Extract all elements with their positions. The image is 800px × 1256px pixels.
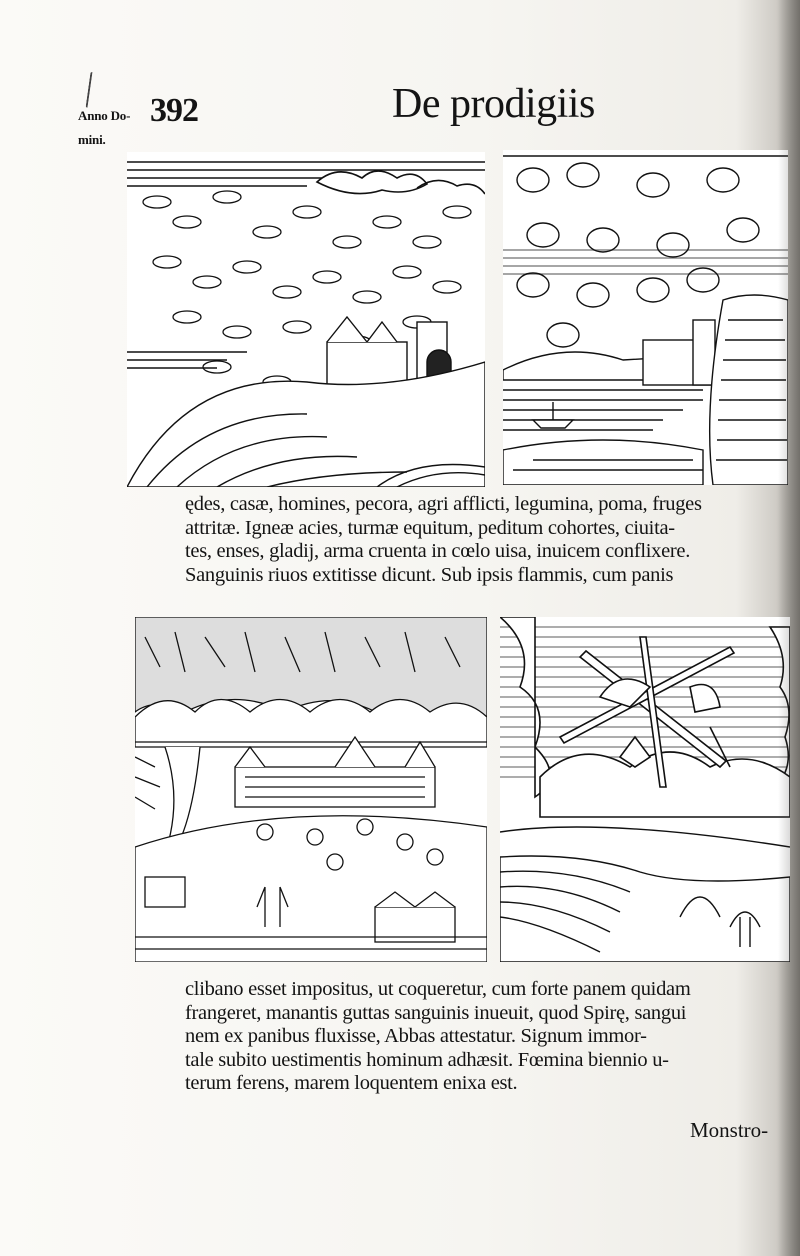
woodcut-locust-swarm-over-town-icon [127, 152, 485, 487]
text-line: attritæ. Igneæ acies, turmæ equitum, peditum cohortes, ciuita- [185, 516, 675, 539]
margin-note-anno-domini [78, 108, 148, 155]
text-line: nem ex panibus fluxisse, Abbas attestatur. Signum immor- [185, 1025, 647, 1047]
text-line: Sanguinis riuos extitisse dicunt. Sub ipsis flammis, cum panis [185, 563, 674, 586]
text-line: clibano esset impositus, ut coqueretur, cum forte panem quidam [185, 978, 691, 1000]
text-line: frangeret, manantis guttas sanguinis inueuit, quod Spirę, sangui [185, 1001, 687, 1024]
text-block-lower [185, 978, 690, 1096]
text-line: terum ferens, marem loquentem enixa est. [185, 1072, 518, 1094]
running-head: De prodigiis [392, 81, 595, 127]
text-line: ędes, casæ, homines, pecora, agri afflicti, legumina, poma, fruges [185, 493, 702, 515]
text-line: tale subito uestimentis hominum adhæsit. Fœmina biennio u- [185, 1048, 669, 1071]
woodcut-battle-in-clouds-icon [135, 617, 487, 962]
page-edge-shadow [778, 0, 800, 1256]
binding-mark [86, 72, 96, 108]
text-block-upper [185, 493, 702, 587]
margin-note-line: mini. [78, 131, 106, 147]
woodcut-weapons-in-sky-icon [500, 617, 790, 962]
woodcut-swarm-over-coastal-town-icon [503, 150, 788, 485]
folio-number: 392 [150, 92, 198, 129]
text-line: tes, enses, gladij, arma cruenta in cœlo uisa, inuicem conflixere. [185, 540, 691, 562]
catchword: Monstro- [690, 1118, 769, 1142]
margin-note-line: Anno Do- [78, 108, 131, 123]
